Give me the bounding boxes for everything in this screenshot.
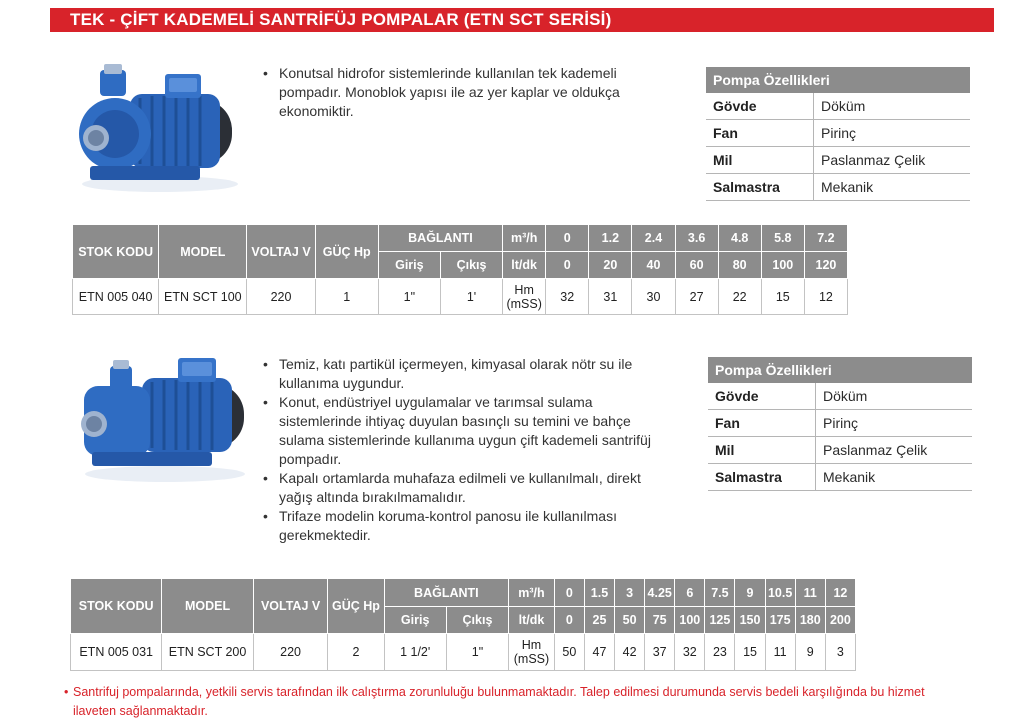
cell-hm: 27 [675, 279, 718, 315]
header-voltaj: VOLTAJ V [247, 225, 315, 279]
description-item: • Trifaze modelin koruma-kontrol panosu ile kullanılması gerekmektedir. [262, 507, 667, 545]
cell-hm-label: Hm (mSS) [509, 634, 555, 671]
header-giris: Giriş [384, 607, 446, 634]
cell-hm: 42 [615, 634, 645, 671]
footnote-bullet: • [64, 685, 69, 699]
product-2-description [262, 355, 667, 545]
flow-m3h: 12 [825, 579, 855, 607]
flow-m3h: 0 [554, 579, 584, 607]
spec-header: Pompa Özellikleri [708, 357, 972, 383]
cell-model: ETN SCT 200 [162, 634, 253, 671]
header-stok-kodu: STOK KODU [71, 579, 162, 634]
cell-voltaj: 220 [247, 279, 315, 315]
cell-hm: 23 [705, 634, 735, 671]
header-ltdk: lt/dk [503, 252, 546, 279]
spec-key: Mil [706, 147, 814, 174]
page-title: TEK - ÇİFT KADEMELİ SANTRİFÜJ POMPALAR (ETN SCT SERİSİ) [50, 8, 994, 32]
flow-m3h: 7.2 [804, 225, 847, 252]
flow-ltdk: 0 [546, 252, 589, 279]
flow-ltdk: 120 [804, 252, 847, 279]
header-ltdk: lt/dk [509, 607, 555, 634]
spec-key: Gövde [708, 383, 816, 410]
flow-m3h: 9 [735, 579, 765, 607]
spec-row [706, 93, 970, 120]
spec-value: Mekanik [814, 174, 971, 201]
flow-ltdk: 60 [675, 252, 718, 279]
cell-model: ETN SCT 100 [159, 279, 247, 315]
spec-key: Fan [706, 120, 814, 147]
cell-hm: 32 [546, 279, 589, 315]
description-item: • Konut, endüstriyel uygulamalar ve tarımsal sulama sistemlerinde ihtiyaç duyulan basınçlı su temini ve bahçe sulama sistemlerinde kullanıma uygun çift kademeli santrifüj pompadır. [262, 393, 667, 469]
flow-m3h: 7.5 [705, 579, 735, 607]
flow-ltdk: 200 [825, 607, 855, 634]
cell-hm: 50 [554, 634, 584, 671]
spec-header: Pompa Özellikleri [706, 67, 970, 93]
cell-hm: 9 [795, 634, 825, 671]
header-voltaj: VOLTAJ V [253, 579, 328, 634]
cell-stok: ETN 005 040 [73, 279, 159, 315]
product-2-performance-table [70, 578, 856, 671]
header-guc: GÜÇ Hp [315, 225, 378, 279]
description-item: • Kapalı ortamlarda muhafaza edilmeli ve kullanılmalı, direkt yağış altında bırakılmamalıdır. [262, 469, 667, 507]
description-item: • Konutsal hidrofor sistemlerinde kullanılan tek kademeli pompadır. Monoblok yapısı ile az yer kaplar ve oldukça ekonomiktir. [262, 64, 672, 121]
cell-voltaj: 220 [253, 634, 328, 671]
cell-giris: 1 1/2' [384, 634, 446, 671]
flow-m3h: 4.25 [645, 579, 675, 607]
spec-value: Mekanik [816, 464, 973, 491]
flow-ltdk: 75 [645, 607, 675, 634]
header-cikis: Çıkış [440, 252, 502, 279]
cell-guc: 2 [328, 634, 384, 671]
product-1-performance-table [72, 224, 848, 315]
header-cikis: Çıkış [446, 607, 508, 634]
flow-m3h: 5.8 [761, 225, 804, 252]
flow-m3h: 1.5 [584, 579, 614, 607]
table-row [73, 279, 848, 315]
cell-hm: 37 [645, 634, 675, 671]
cell-hm: 12 [804, 279, 847, 315]
product-1-description [262, 64, 672, 121]
cell-hm: 11 [765, 634, 795, 671]
flow-ltdk: 0 [554, 607, 584, 634]
spec-row [708, 383, 972, 410]
pump-image-double-stage [70, 352, 250, 487]
spec-key: Salmastra [708, 464, 816, 491]
header-baglanti: BAĞLANTI [384, 579, 509, 607]
cell-cikis: 1' [440, 279, 502, 315]
header-model: MODEL [159, 225, 247, 279]
spec-row [706, 120, 970, 147]
table-row [71, 634, 856, 671]
flow-m3h: 10.5 [765, 579, 795, 607]
cell-hm-label: Hm (mSS) [503, 279, 546, 315]
product-2-spec-table [708, 357, 972, 491]
spec-value: Pirinç [816, 410, 973, 437]
spec-value: Döküm [816, 383, 973, 410]
flow-m3h: 1.2 [589, 225, 632, 252]
header-giris: Giriş [378, 252, 440, 279]
flow-ltdk: 100 [761, 252, 804, 279]
cell-hm: 3 [825, 634, 855, 671]
cell-hm: 32 [675, 634, 705, 671]
flow-ltdk: 25 [584, 607, 614, 634]
pump-image-single-stage [70, 62, 245, 197]
spec-value: Paslanmaz Çelik [814, 147, 971, 174]
header-m3h: m³/h [509, 579, 555, 607]
flow-ltdk: 80 [718, 252, 761, 279]
header-m3h: m³/h [503, 225, 546, 252]
spec-value: Pirinç [814, 120, 971, 147]
flow-m3h: 6 [675, 579, 705, 607]
cell-hm: 47 [584, 634, 614, 671]
flow-ltdk: 150 [735, 607, 765, 634]
spec-row [708, 410, 972, 437]
flow-m3h: 3.6 [675, 225, 718, 252]
description-item: • Temiz, katı partikül içermeyen, kimyasal olarak nötr su ile kullanıma uygundur. [262, 355, 667, 393]
product-1-spec-table [706, 67, 970, 201]
header-guc: GÜÇ Hp [328, 579, 384, 634]
cell-hm: 15 [735, 634, 765, 671]
header-baglanti: BAĞLANTI [378, 225, 502, 252]
spec-row [708, 464, 972, 491]
spec-key: Salmastra [706, 174, 814, 201]
flow-m3h: 2.4 [632, 225, 675, 252]
cell-stok: ETN 005 031 [71, 634, 162, 671]
flow-ltdk: 20 [589, 252, 632, 279]
spec-key: Mil [708, 437, 816, 464]
header-stok-kodu: STOK KODU [73, 225, 159, 279]
flow-m3h: 3 [615, 579, 645, 607]
spec-row [706, 147, 970, 174]
spec-row [708, 437, 972, 464]
cell-guc: 1 [315, 279, 378, 315]
cell-hm: 31 [589, 279, 632, 315]
flow-ltdk: 100 [675, 607, 705, 634]
flow-ltdk: 125 [705, 607, 735, 634]
cell-hm: 22 [718, 279, 761, 315]
footnote [64, 683, 953, 721]
footnote-text: Santrifuj pompalarında, yetkili servis tarafından ilk calıştırma zorunluluğu bulunmamaktadır. Talep edilmesi durumunda servis bedeli karşılığında bu hizmet ilaveten sağlanmaktadır. [73, 685, 925, 718]
flow-ltdk: 40 [632, 252, 675, 279]
flow-ltdk: 50 [615, 607, 645, 634]
flow-m3h: 4.8 [718, 225, 761, 252]
spec-key: Fan [708, 410, 816, 437]
cell-giris: 1" [378, 279, 440, 315]
flow-ltdk: 180 [795, 607, 825, 634]
spec-value: Döküm [814, 93, 971, 120]
flow-ltdk: 175 [765, 607, 795, 634]
cell-cikis: 1" [446, 634, 508, 671]
header-model: MODEL [162, 579, 253, 634]
cell-hm: 30 [632, 279, 675, 315]
flow-m3h: 0 [546, 225, 589, 252]
cell-hm: 15 [761, 279, 804, 315]
spec-key: Gövde [706, 93, 814, 120]
flow-m3h: 11 [795, 579, 825, 607]
spec-row [706, 174, 970, 201]
spec-value: Paslanmaz Çelik [816, 437, 973, 464]
